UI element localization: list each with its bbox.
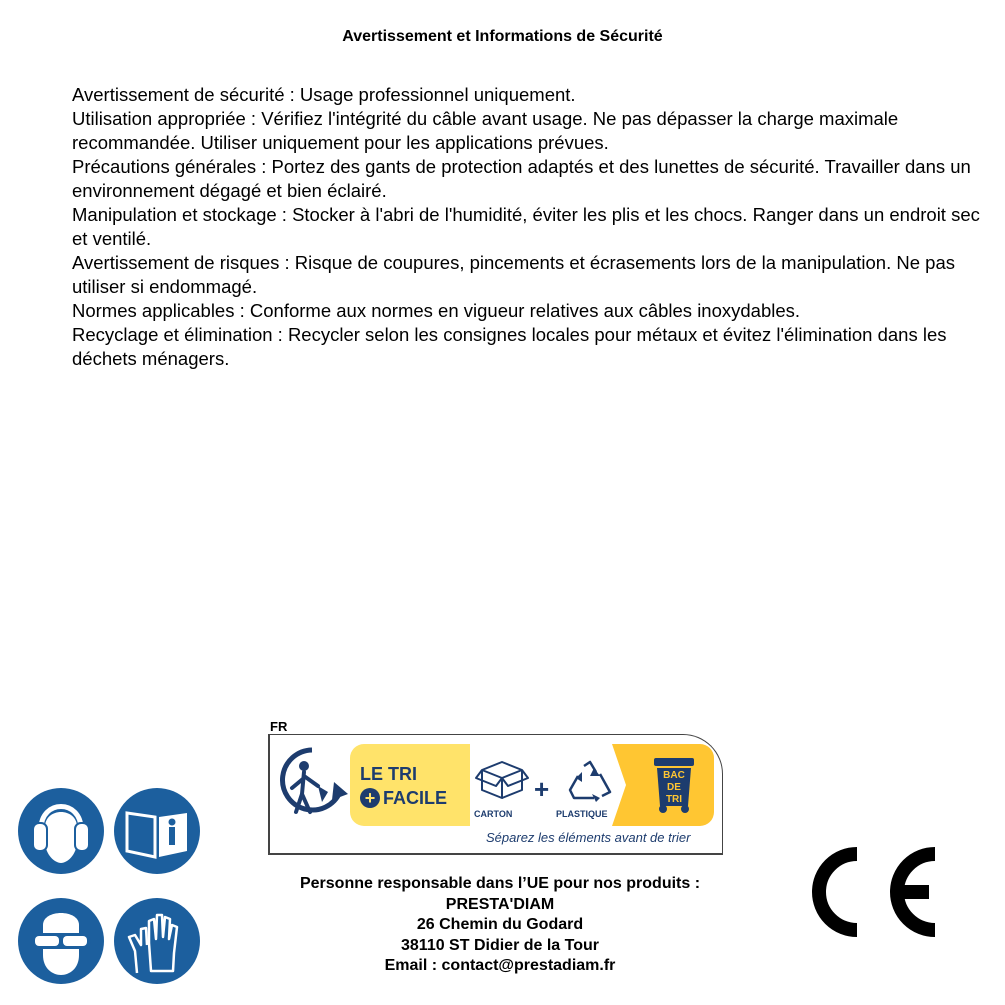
triman-icon	[274, 742, 350, 826]
plastique-label: PLASTIQUE	[556, 809, 608, 819]
page-title: Avertissement et Informations de Sécurité	[342, 28, 663, 45]
paragraph-proper-use: Utilisation appropriée : Vérifiez l'intégrité du câble avant usage. Ne pas dépasser la charge maximale recommandée. Utiliser uniquement pour les applications prévues.	[72, 108, 899, 153]
carton-label: CARTON	[474, 809, 513, 819]
plastic-recycle-icon	[566, 760, 614, 804]
gloves-icon	[111, 895, 203, 987]
triman-label	[266, 716, 726, 860]
read-manual-icon	[111, 785, 203, 877]
paragraph-risk-warning: Avertissement de risques : Risque de coupures, pincements et écrasements lors de la manipulation. Ne pas utiliser si endommagé.	[72, 252, 955, 297]
carton-box-icon	[474, 758, 530, 802]
eu-responsible-person	[200, 874, 800, 977]
contact-email: Email : contact@prestadiam.fr	[384, 957, 616, 974]
triman-footer: Séparez les éléments avant de trier	[486, 830, 691, 845]
safety-text	[72, 83, 982, 371]
paragraph-recycling: Recyclage et élimination : Recycler selon les consignes locales pour métaux et évitez l'élimination dans les déchets ménagers.	[72, 324, 947, 369]
eye-protection-icon	[15, 895, 107, 987]
bac-de-tri-label: BAC DE TRI	[663, 770, 685, 805]
contact-city: 38110 ST Didier de la Tour	[401, 936, 599, 954]
triman-country: FR	[270, 719, 288, 734]
paragraph-handling-storage: Manipulation et stockage : Stocker à l'abri de l'humidité, éviter les plis et les chocs. Ranger dans un endroit sec et ventilé.	[72, 204, 980, 249]
ear-protection-icon	[15, 785, 107, 877]
plus-sign: +	[534, 774, 550, 804]
le-tri-facile-logo: LE TRI + FACILE	[360, 764, 448, 808]
contact-heading: Personne responsable dans l’UE pour nos produits :	[299, 875, 701, 892]
ce-mark-icon	[797, 840, 939, 944]
paragraph-general-precautions: Précautions générales : Portez des gants de protection adaptés et des lunettes de sécurité. Travailler dans un environnement dégagé et bien éclairé.	[72, 156, 971, 201]
paragraph-safety-warning: Avertissement de sécurité : Usage professionnel uniquement.	[72, 84, 576, 105]
contact-street: 26 Chemin du Godard	[416, 916, 584, 933]
paragraph-standards: Normes applicables : Conforme aux normes en vigueur relatives aux câbles inoxydables.	[72, 300, 801, 321]
contact-company: PRESTA'DIAM	[445, 895, 555, 913]
